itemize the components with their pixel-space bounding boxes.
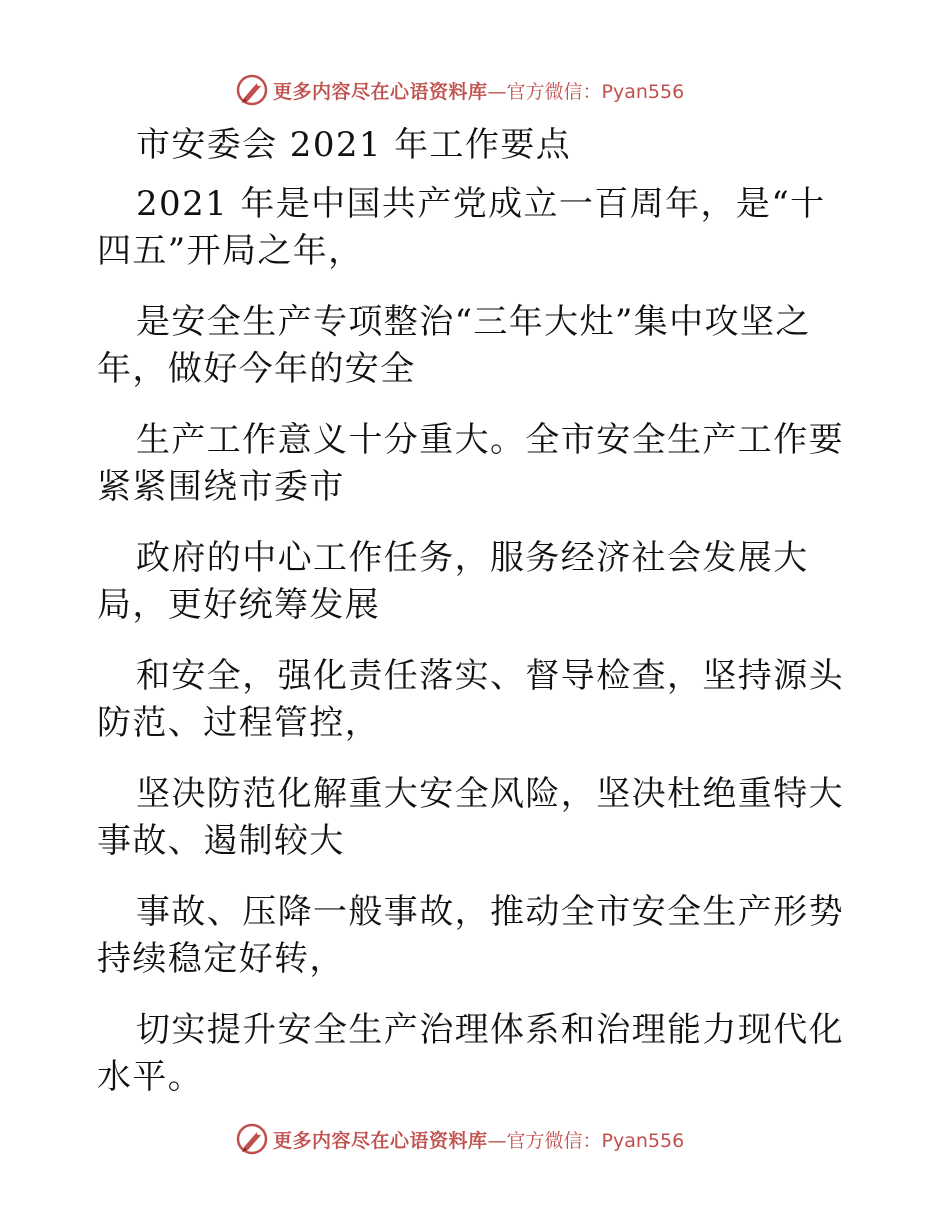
- banner-wechat-text: —官方微信：Pyan556: [487, 1129, 685, 1152]
- paragraph: 生产工作意义十分重大。全市安全生产工作要紧紧围绕市委市: [97, 420, 844, 507]
- document-title: 市安委会 2021 年工作要点: [136, 125, 572, 165]
- paragraph: 2021 年是中国共产党成立一百周年，是“十四五”开局之年，: [97, 184, 826, 271]
- footer-banner: [235, 1122, 755, 1156]
- pen-logo-icon: [235, 1122, 269, 1156]
- document-body: [97, 122, 857, 1125]
- paragraph: 切实提升安全生产治理体系和治理能力现代化水平。: [97, 1010, 844, 1097]
- paragraph: 和安全，强化责任落实、督导检查，坚持源头防范、过程管控，: [97, 656, 844, 743]
- pen-logo-icon: [235, 73, 269, 107]
- paragraph: 坚决防范化解重大安全风险，坚决杜绝重特大事故、遏制较大: [97, 774, 844, 861]
- paragraph: 是安全生产专项整治“三年大灶”集中攻坚之年，做好今年的安全: [97, 302, 811, 389]
- banner-main-text: 更多内容尽在心语资料库: [273, 1129, 488, 1152]
- banner-wechat-text: —官方微信：Pyan556: [487, 80, 685, 103]
- header-banner: [235, 73, 755, 107]
- paragraph: 政府的中心工作任务，服务经济社会发展大局，更好统筹发展: [97, 538, 809, 625]
- banner-main-text: 更多内容尽在心语资料库: [273, 80, 488, 103]
- paragraph: 事故、压降一般事故，推动全市安全生产形势持续稳定好转，: [97, 892, 844, 979]
